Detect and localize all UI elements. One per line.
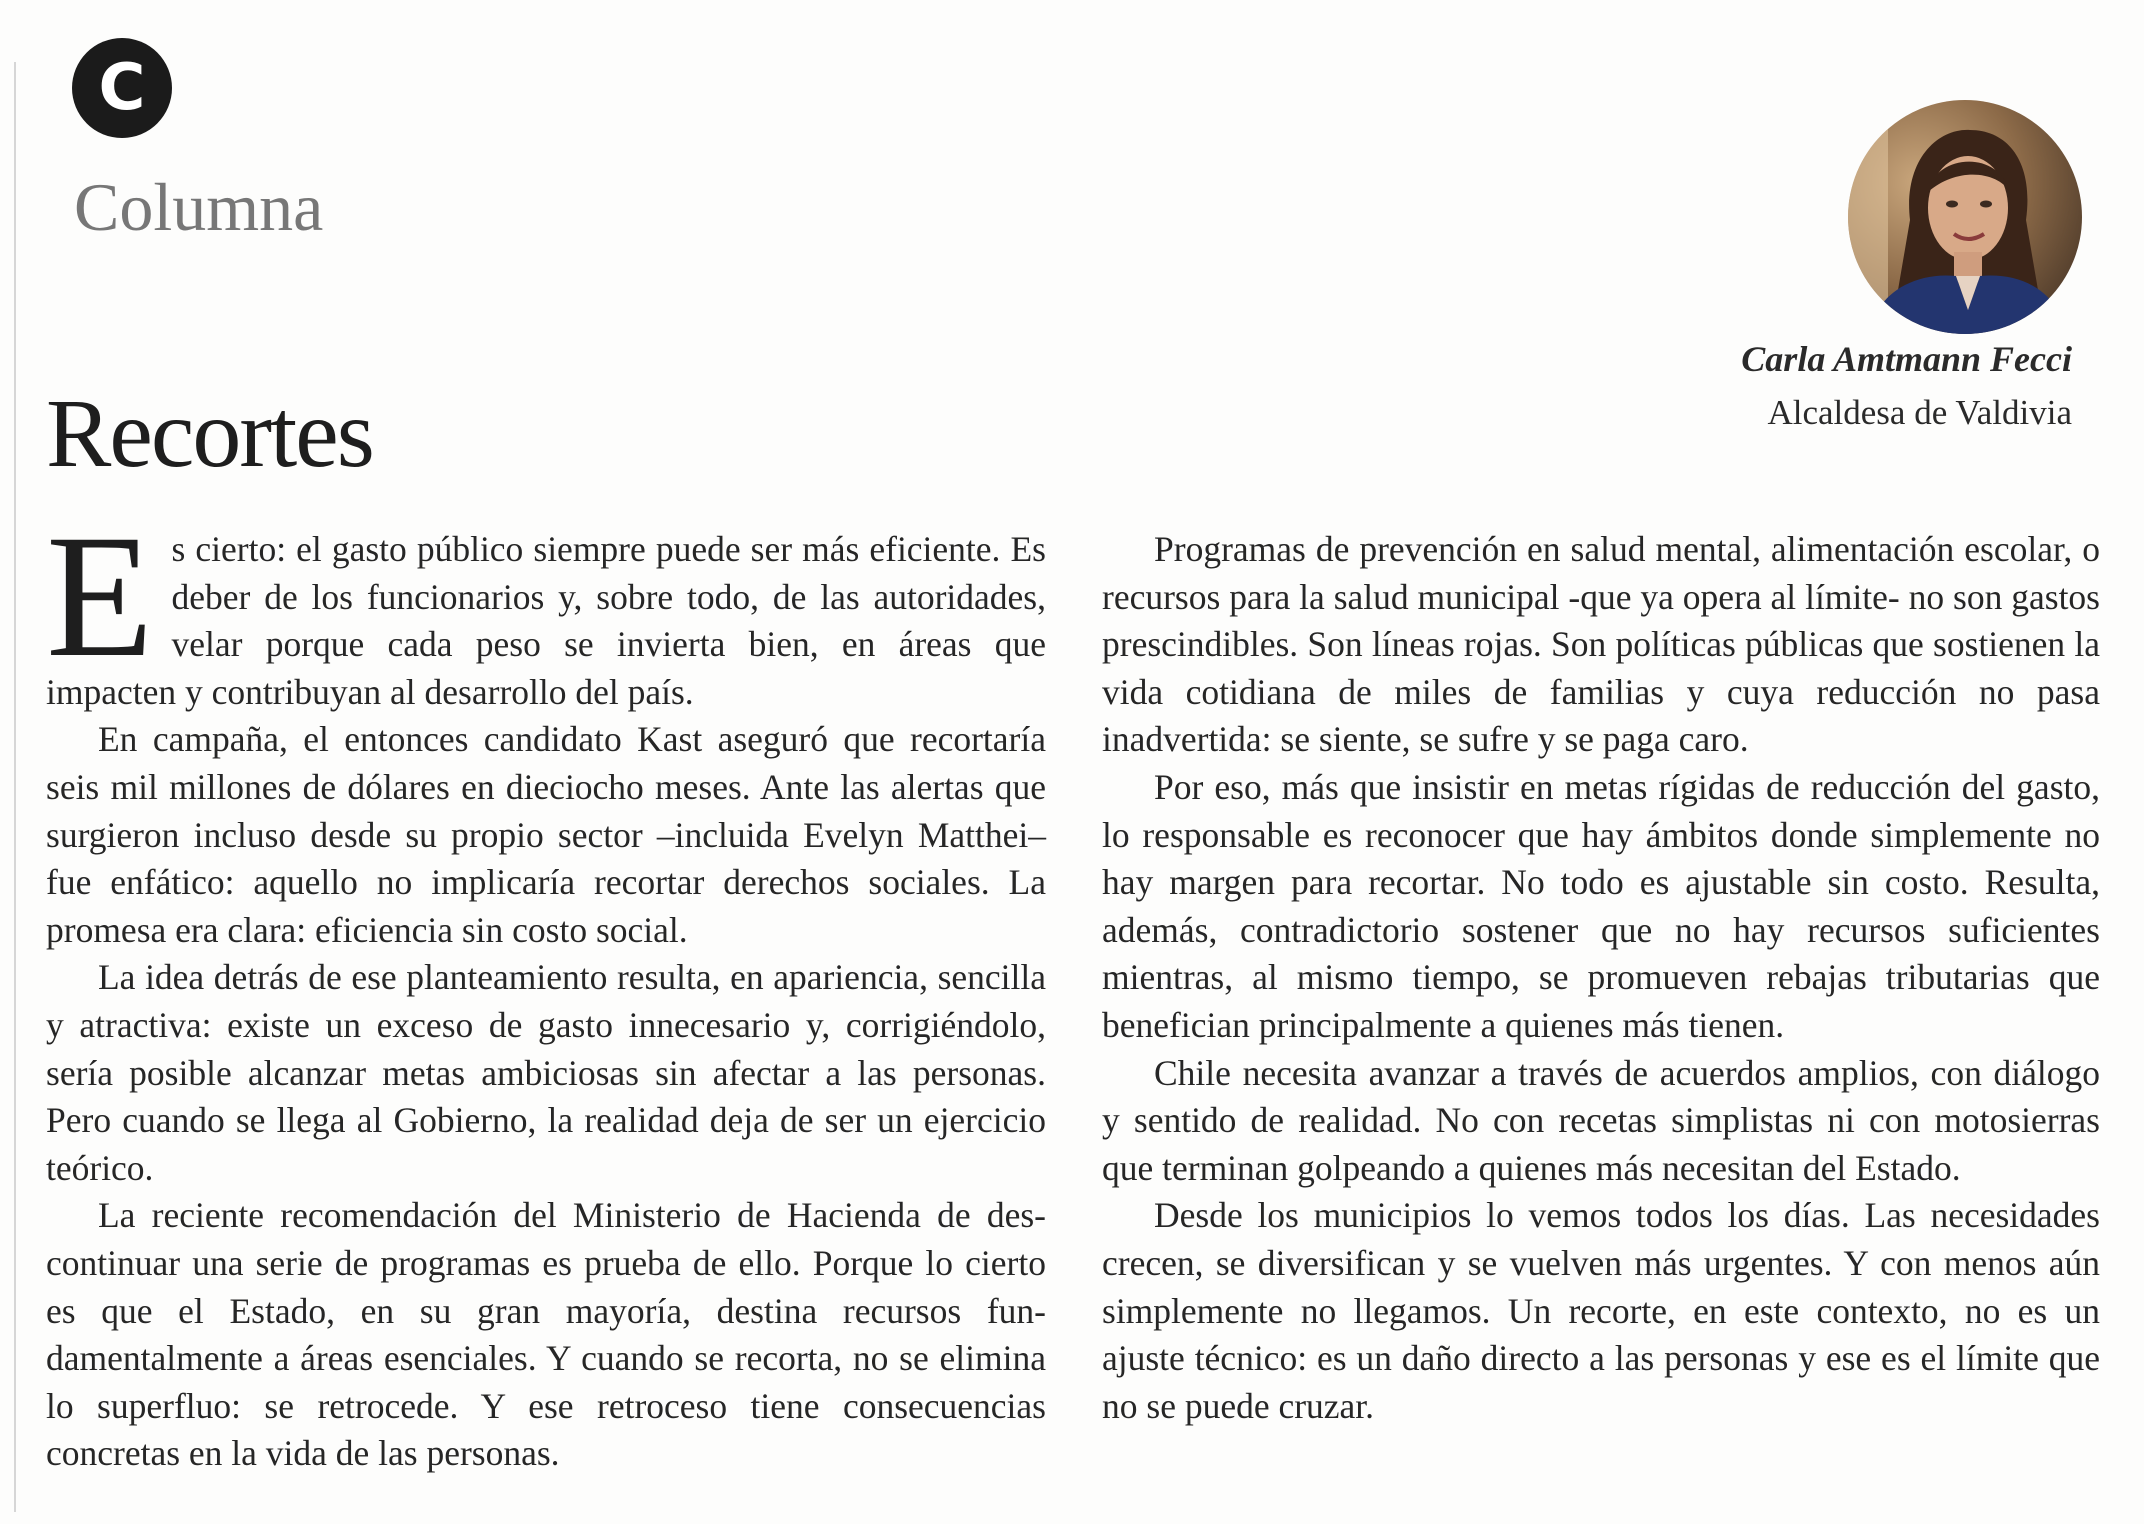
paragraph-1-text: s cierto: el gasto público siempre puede ser más eficiente. Es deber de los funcionarios y, sobre todo, de las autoridades, velar porque cada peso se invierta bien, en áreas que impacten y contribuyan al desarrollo del país. — [46, 529, 1046, 712]
article-column-right — [1102, 526, 2100, 1430]
author-role: Alcaldesa de Valdivia — [1767, 393, 2072, 432]
paragraph-5: Programas de prevención en salud mental, alimentación escolar, o recursos para la salud municipal -que ya opera al límite- no son gastos prescindibles. Son líneas rojas. Son políticas públicas que sostienen la vida cotidiana de miles de familias y cuya reducción no pasa inadvertida: se siente, se sufre y se paga caro. — [1102, 529, 2100, 760]
paragraph-1 — [46, 499, 1046, 716]
drop-cap: E — [46, 499, 154, 694]
section-badge — [72, 38, 172, 138]
paragraph-4: La reciente recomendación del Ministerio de Hacienda de descontinuar una serie de programas es prueba de ello. Porque lo cierto es que el Estado, en su gran mayoría, destina recursos fundamentalmente a áreas esenciales. Y cuando se recorta, no se elimina lo superfluo: se retrocede. Y ese retroceso tiene consecuencias concretas en la vida de las personas. — [46, 1195, 1046, 1474]
author-name: Carla Amtmann Fecci — [1741, 339, 2072, 379]
author-portrait-image — [1848, 100, 2082, 334]
paragraph-6: Por eso, más que insistir en metas rígidas de reducción del gasto, lo responsable es reconocer que hay ámbitos donde simplemente no hay margen para recortar. No todo es ajustable sin costo. Resulta, además, contradictorio sostener que no hay recursos suficientes mientras, al mismo tiempo, se promueven rebajas tributarias que benefician principalmente a quienes más tienen. — [1102, 766, 2100, 1045]
section-badge-letter: C — [98, 51, 146, 125]
paragraph-3: La idea detrás de ese planteamiento resulta, en apariencia, sencilla y atractiva: existe un exceso de gasto innecesario y, corrigiéndolo, sería posible alcanzar metas ambiciosas sin afectar a las personas. Pero cuando se llega al Gobierno, la realidad deja de ser un ejercicio teórico. — [46, 957, 1046, 1188]
page-left-rule — [14, 62, 16, 1512]
article-column-left — [46, 499, 1046, 1478]
paragraph-8: Desde los municipios lo vemos todos los días. Las necesidades crecen, se diversifican y se vuelven más urgentes. Y con menos aún simplemente no llegamos. Un recorte, en este contexto, no es un ajuste técnico: es un daño directo a las personas y ese es el límite que no se puede cruzar. — [1102, 1195, 2100, 1426]
paragraph-7: Chile necesita avanzar a través de acuerdos amplios, con diálogo y sentido de realidad. No con recetas simplistas ni con motosierras que terminan golpeando a quienes más necesitan del Estado. — [1102, 1052, 2100, 1188]
paragraph-2: En campaña, el entonces candidato Kast aseguró que recortaría seis mil millones de dólares en dieciocho meses. Ante las alertas que surgieron incluso desde su propio sector –incluida Evelyn Matthei– fue enfático: aquello no implicaría recortar derechos sociales. La promesa era clara: eficiencia sin costo social. — [46, 719, 1046, 950]
article-headline: Recortes — [46, 380, 373, 488]
author-photo — [1848, 100, 2082, 334]
byline — [1741, 332, 2072, 440]
section-label: Columna — [74, 169, 324, 245]
